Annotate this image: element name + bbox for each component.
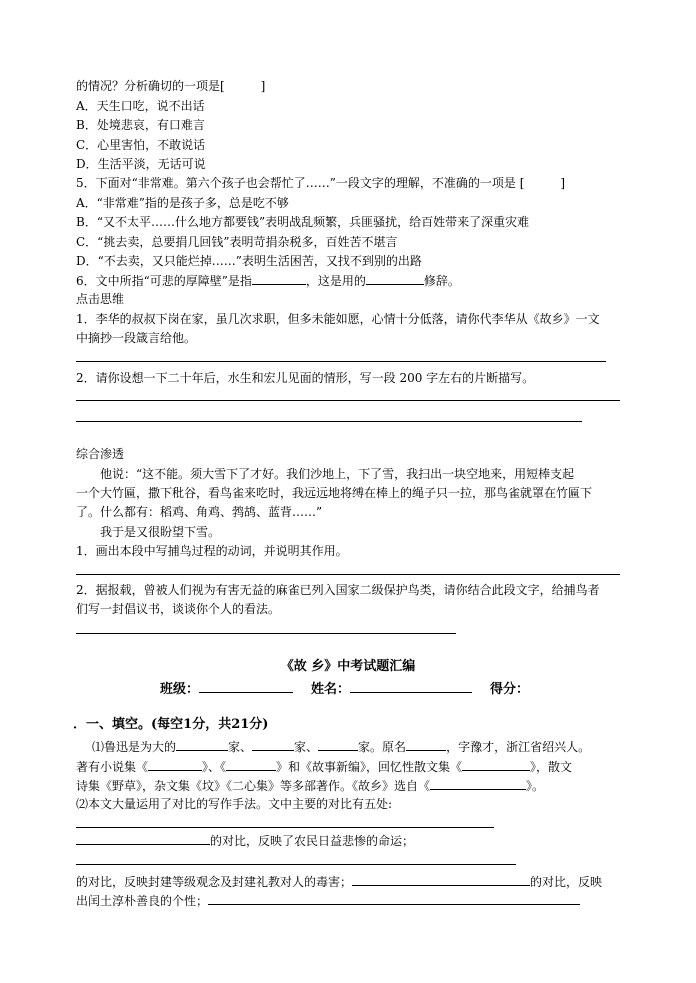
fill1-blank-3[interactable] bbox=[318, 738, 358, 751]
fill2-line4 bbox=[76, 892, 580, 909]
comprehensive-q2-answer-line[interactable] bbox=[76, 633, 456, 634]
thinking-section-title: 点击思维 bbox=[76, 292, 125, 306]
fill1-text-a: ⑴鲁迅是为大的 bbox=[92, 740, 177, 754]
fill1-blank-6[interactable] bbox=[226, 758, 276, 771]
fill1-line3 bbox=[76, 777, 544, 794]
comprehensive-section-title: 综合渗透 bbox=[76, 447, 125, 461]
score-field[interactable] bbox=[529, 681, 563, 693]
fill1-blank-2[interactable] bbox=[252, 738, 294, 751]
thinking-q2-answer-line-2[interactable] bbox=[76, 421, 582, 422]
thinking-q1-line1: 1．李华的叔叔下岗在家，虽几次求职，但多未能如愿，心情十分低落，请你代李华从《故乡》一文 bbox=[76, 312, 600, 326]
fill2-blank-1[interactable] bbox=[76, 832, 210, 845]
name-field[interactable] bbox=[350, 680, 472, 693]
passage-line-2: 一个大竹匾，撒下秕谷，看鸟雀来吃时，我远远地将缚在棒上的绳子只一拉，那鸟雀就罩在竹匾下 bbox=[76, 486, 593, 500]
fill1-blank-8[interactable] bbox=[430, 777, 526, 790]
fill1-blank-1[interactable] bbox=[176, 738, 228, 751]
fill1-text-j: 诗集《野草》，杂文集《坟》《二心集》等多部著作。《故乡》选自《 bbox=[76, 779, 431, 793]
q5-option-b: B．“又不太平……什么地方都要钱”表明战乱频繁，兵匪骚扰，给百姓带来了深重灾难 bbox=[76, 215, 530, 229]
fill1-text-e: ，字豫才，浙江省绍兴人。 bbox=[446, 740, 591, 754]
thinking-q2-answer-line-1[interactable] bbox=[76, 400, 620, 401]
fill2-text-d: 出闰土淳朴善良的个性； bbox=[76, 894, 209, 908]
fill1-text-i: 》，散文 bbox=[530, 760, 573, 774]
section-fill-in: ．一、填空。(每空1分，共21分) bbox=[73, 717, 269, 732]
q4-option-c: C．心里害怕，不敢说话 bbox=[76, 138, 206, 152]
comprehensive-q1-answer-line[interactable] bbox=[76, 574, 620, 575]
q5-stem: 5．下面对“非常难。第六个孩子也会帮忙了……”一段文字的理解，不准确的一项是 [ ] bbox=[76, 176, 566, 190]
comprehensive-q2-line2: 们写一封倡议书，谈谈你个人的看法。 bbox=[76, 602, 281, 616]
thinking-q2: 2．请你设想一下二十年后，水生和宏儿见面的情形，写一段 200 字左右的片断描写。 bbox=[76, 371, 535, 385]
thinking-q1-answer-line[interactable] bbox=[76, 361, 606, 362]
q6-blank-2[interactable] bbox=[366, 272, 424, 285]
q6-middle: ，这是用的 bbox=[305, 274, 366, 288]
q4-option-a: A．天生口吃，说不出话 bbox=[76, 99, 205, 113]
fill2-text-c: 的对比，反映 bbox=[530, 875, 603, 889]
fill2-text-a: 的对比，反映了农民日益悲惨的命运； bbox=[210, 834, 415, 848]
fill1-text-k: 》。 bbox=[526, 779, 545, 793]
q4-option-b: B．处境悲哀，有口难言 bbox=[76, 118, 205, 132]
fill2-line2 bbox=[76, 832, 414, 849]
passage-line-4: 我于是又很盼望下雪。 bbox=[100, 525, 221, 539]
score-label: 得分： bbox=[490, 682, 530, 697]
class-label: 班级： bbox=[160, 682, 200, 697]
fill2-text-b: 的对比，反映封建等级观念及封建礼教对人的毒害； bbox=[76, 875, 353, 889]
fill1-text-d: 家。原名 bbox=[358, 740, 407, 754]
q4-stem: 的情况？分析确切的一项是[ ] bbox=[76, 79, 266, 93]
q5-option-a: A．“非常难”指的是孩子多，总是吃不够 bbox=[76, 196, 289, 210]
exam-info-row bbox=[160, 680, 563, 698]
q5-option-d: D．“不去卖，又只能烂掉……”表明生活困苦，又找不到别的出路 bbox=[76, 254, 422, 268]
name-label: 姓名： bbox=[311, 682, 351, 697]
q4-option-d: D．生活平淡，无话可说 bbox=[76, 157, 206, 171]
fill2-blank-3[interactable] bbox=[208, 892, 580, 905]
fill1-blank-4[interactable] bbox=[406, 738, 446, 751]
fill1-text-b: 家、 bbox=[228, 740, 253, 754]
fill2-intro: ⑵本文大量运用了对比的写作手法。文中主要的对比有五处: bbox=[76, 797, 393, 811]
q6-prefix: 6．文中所指“可悲的厚障壁”是指 bbox=[76, 274, 252, 288]
comprehensive-q1: 1．画出本段中写捕鸟过程的动词，并说明其作用。 bbox=[76, 544, 348, 558]
fill2-answer-line-1[interactable] bbox=[76, 827, 494, 828]
fill1-blank-7[interactable] bbox=[462, 758, 530, 771]
fill1-blank-5[interactable] bbox=[148, 758, 202, 771]
fill1-line2 bbox=[76, 758, 572, 775]
q6-blank-1[interactable] bbox=[252, 272, 306, 285]
passage-line-3: 了。什么都有：稻鸡、角鸡、鹁鸪、蓝背……” bbox=[76, 505, 323, 519]
comprehensive-q2-line1: 2．据报载，曾被人们视为有害无益的麻雀已列入国家二级保护鸟类，请你结合此段文字，给捕鸟者 bbox=[76, 583, 600, 597]
fill2-answer-line-2[interactable] bbox=[76, 864, 516, 865]
q6-line bbox=[76, 272, 460, 289]
fill1-text-f: 著有小说集《 bbox=[76, 760, 149, 774]
fill2-line3 bbox=[76, 873, 602, 890]
thinking-q1-line2: 中摘抄一段箴言给他。 bbox=[76, 331, 197, 345]
exam-title: 《故 乡》中考试题汇编 bbox=[280, 659, 416, 674]
q5-option-c: C．“挑去卖，总要捐几回钱”表明苛捐杂税多，百姓苦不堪言 bbox=[76, 235, 398, 249]
fill1-text-c: 家、 bbox=[294, 740, 319, 754]
passage-line-1: 他说：“这不能。须大雪下了才好。我们沙地上，下了雪，我扫出一块空地来，用短棒支起 bbox=[100, 467, 575, 481]
fill2-blank-2[interactable] bbox=[352, 873, 530, 886]
class-field[interactable] bbox=[199, 680, 293, 693]
fill1-line1 bbox=[92, 738, 590, 755]
fill1-text-g: 》、《 bbox=[202, 760, 227, 774]
q6-suffix: 修辞。 bbox=[423, 274, 460, 288]
fill1-text-h: 》和《故事新编》，回忆性散文集《 bbox=[276, 760, 463, 774]
